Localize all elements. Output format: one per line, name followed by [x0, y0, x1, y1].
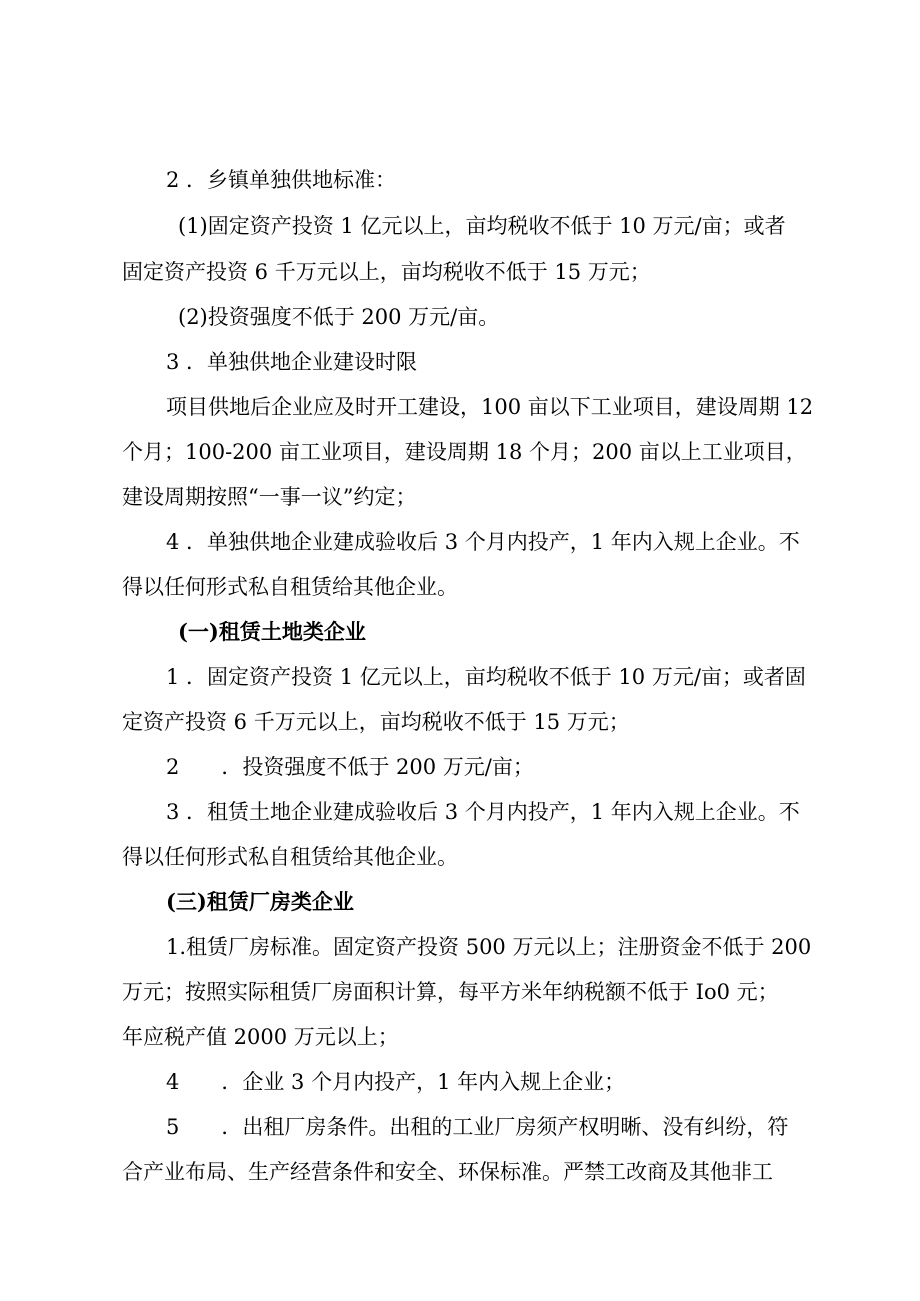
text-line-20: 年应税产值 2000 万元以上；	[122, 1025, 399, 1049]
text-line-23: 合产业布局、生产经营条件和安全、环保标准。严禁工改商及其他非工	[122, 1160, 773, 1184]
text-line-14: 2 ．投资强度不低于 200 万元/亩；	[166, 755, 534, 779]
text-line-6: 项目供地后企业应及时开工建设，100 亩以下工业项目，建设周期 12	[166, 395, 814, 419]
text-line-2: (1)固定资产投资 1 亿元以上，亩均税收不低于 10 万元/亩；或者	[178, 214, 786, 238]
text-line-10: 得以任何形式私自租赁给其他企业。	[122, 575, 458, 599]
text-line-3: 固定资产投资 6 千万元以上，亩均税收不低于 15 万元；	[122, 260, 651, 284]
text-line-4: (2)投资强度不低于 200 万元/亩。	[178, 305, 500, 329]
text-line-1: 2 ．乡镇单独供地标准：	[166, 168, 397, 192]
text-line-19: 万元；按照实际租赁厂房面积计算，每平方米年纳税额不低于 Io0 元；	[122, 980, 779, 1004]
text-line-16: 得以任何形式私自租赁给其他企业。	[122, 845, 458, 869]
text-line-21: 4 ．企业 3 个月内投产，1 年内入规上企业；	[166, 1070, 626, 1094]
text-line-22: 5 ．出租厂房条件。出租的工业厂房须产权明晰、没有纠纷，符	[166, 1115, 789, 1139]
text-line-12: 1 ．固定资产投资 1 亿元以上，亩均税收不低于 10 万元/亩；或者固	[166, 665, 806, 689]
text-line-13: 定资产投资 6 千万元以上，亩均税收不低于 15 万元；	[122, 710, 630, 734]
section-heading-land-lease: (一)租赁土地类企业	[178, 619, 366, 644]
text-line-18: 1.租赁厂房标准。固定资产投资 500 万元以上；注册资金不低于 200	[166, 935, 812, 959]
text-line-7: 个月；100-200 亩工业项目，建设周期 18 个月；200 亩以上工业项目，	[122, 440, 807, 464]
text-line-5: 3 ．单独供地企业建设时限	[166, 350, 418, 374]
section-heading-factory-lease: (三)租赁厂房类企业	[166, 889, 354, 914]
text-line-15: 3 ．租赁土地企业建成验收后 3 个月内投产，1 年内入规上企业。不	[166, 800, 800, 824]
text-line-8: 建设周期按照“一事一议”约定；	[122, 485, 417, 509]
text-line-9: 4 ．单独供地企业建成验收后 3 个月内投产，1 年内入规上企业。不	[166, 530, 800, 554]
